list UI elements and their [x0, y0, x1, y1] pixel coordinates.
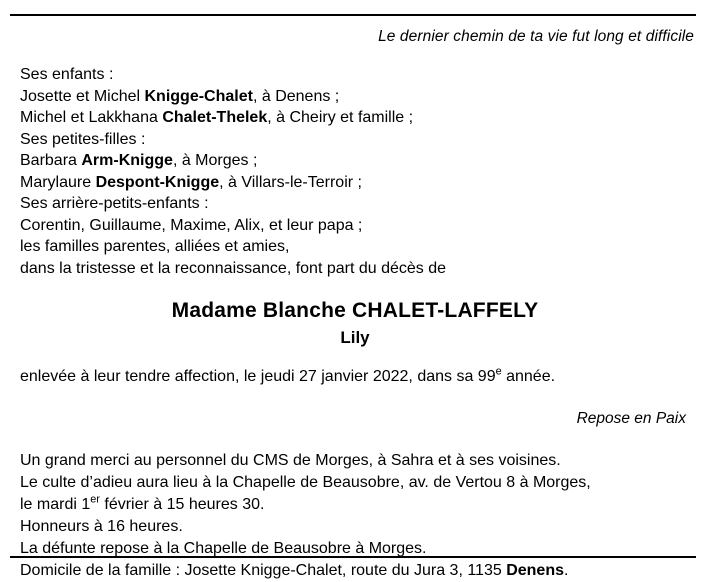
- family-line-text: Ses enfants :: [20, 66, 114, 83]
- culte-line: Le culte d’adieu aura lieu à la Chapelle de Beausobre, av. de Vertou 8 à Morges,: [20, 473, 591, 491]
- culte-time-line: [20, 494, 690, 516]
- family-line: [20, 236, 690, 258]
- death-statement-part1: enlevée à leur tendre affection, le jeudi 27 janvier 2022, dans sa 99: [20, 368, 496, 385]
- culte-time-part2: février à 15 heures 30.: [99, 495, 265, 513]
- deceased-name-block: [20, 297, 690, 350]
- domicile-part2: .: [563, 561, 569, 579]
- culte-time-ordinal: er: [90, 493, 100, 506]
- culte-time-part1: le mardi 1: [20, 495, 91, 513]
- thanks-line: Un grand merci au personnel du CMS de Morges, à Sahra et à ses voisines.: [20, 451, 561, 469]
- family-line-text: Ses arrière-petits-enfants :: [20, 195, 209, 212]
- death-statement-ordinal: e: [495, 365, 502, 378]
- deceased-name: Madame Blanche CHALET-LAFFELY: [171, 299, 539, 322]
- death-statement: [20, 366, 690, 388]
- family-line-text: les familles parentes, alliées et amies,: [20, 238, 290, 255]
- family-line: Barbara Arm-Knigge, à Morges ;: [20, 152, 258, 169]
- death-statement-part2: année.: [501, 368, 556, 385]
- family-line-text: Corentin, Guillaume, Maxime, Alix, et leur papa ;: [20, 216, 363, 234]
- bottom-divider: [10, 556, 696, 558]
- family-line-text: dans la tristesse et la reconnaissance, font part du décès de: [20, 259, 447, 277]
- closing-block: [20, 450, 690, 582]
- family-line: Marylaure Despont-Knigge, à Villars-le-Terroir ;: [20, 173, 362, 191]
- domicile-line: [20, 560, 690, 582]
- domicile-town: Denens: [506, 561, 564, 579]
- family-line: Josette et Michel Knigge-Chalet, à Denens ;: [20, 87, 340, 105]
- family-line-text: Ses petites-filles :: [20, 130, 146, 148]
- family-line: [20, 258, 690, 280]
- honours-line: Honneurs à 16 heures.: [20, 517, 183, 535]
- family-line: [20, 193, 690, 215]
- family-line: Michel et Lakkhana Chalet-Thelek, à Cheiry et famille ;: [20, 109, 414, 126]
- domicile-part1: Domicile de la famille : Josette Knigge-Chalet, route du Jura 3, 1135: [20, 561, 507, 579]
- notice-body: [20, 64, 690, 582]
- family-line: [20, 129, 690, 151]
- family-line: [20, 215, 690, 237]
- repose-text: Repose en Paix: [576, 409, 686, 427]
- repose-location-line: La défunte repose à la Chapelle de Beausobre à Morges.: [20, 539, 427, 557]
- deceased-nickname: Lily: [340, 328, 370, 347]
- epitaph-text: Le dernier chemin de ta vie fut long et difficile: [378, 28, 694, 45]
- top-divider: [10, 14, 696, 16]
- family-line: [20, 64, 690, 86]
